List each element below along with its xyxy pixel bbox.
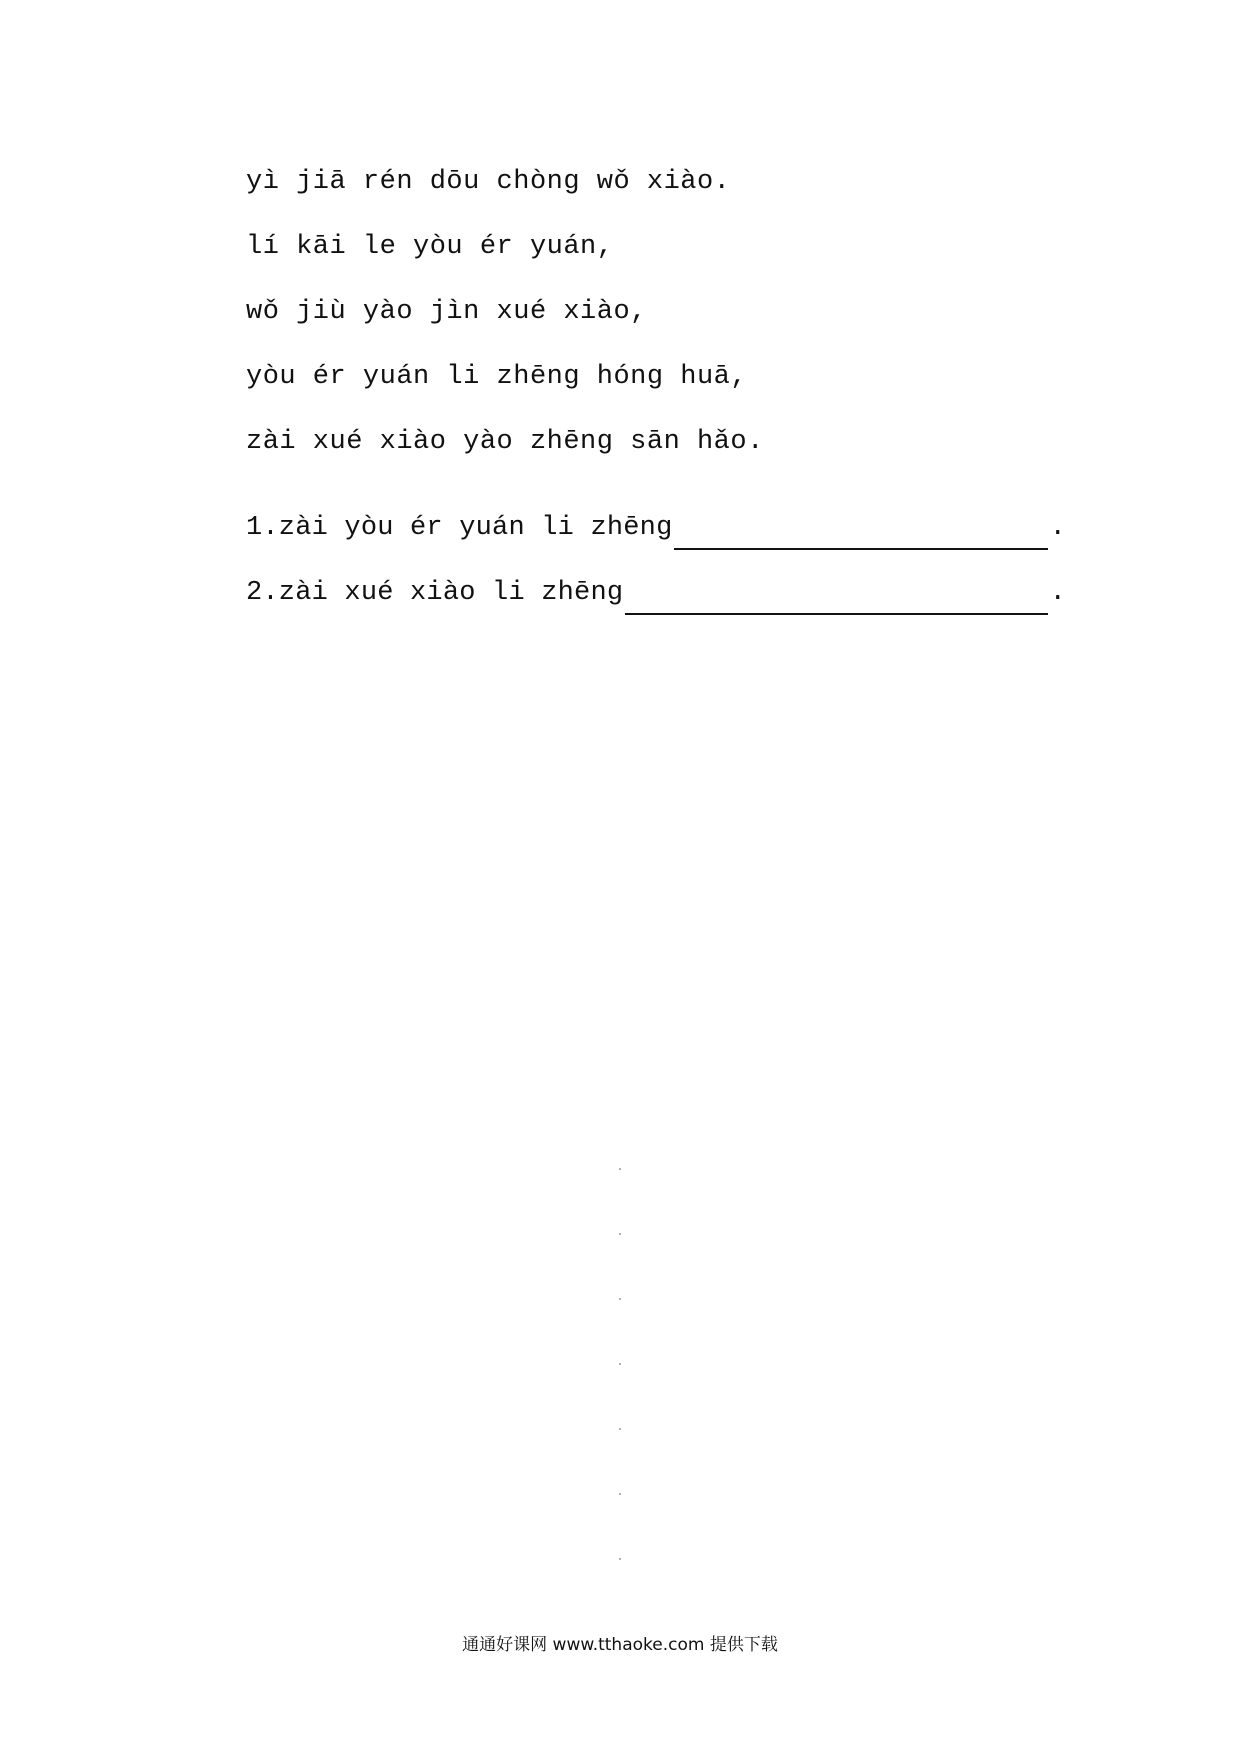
poem-line-5: zài xué xiào yào zhēng sān hǎo. (246, 427, 764, 457)
poem-line-3: wǒ jiù yào jìn xué xiào, (246, 297, 647, 327)
poem-line-2: lí kāi le yòu ér yuán, (246, 232, 614, 262)
poem-content (246, 160, 1066, 615)
dot-marker (619, 1298, 621, 1300)
decorative-dots (619, 1168, 625, 1623)
answer-blank-1[interactable] (674, 516, 1047, 550)
dot-marker (619, 1363, 621, 1365)
question-2 (246, 550, 1066, 615)
question-2-text: 2.zài xué xiào li zhēng (246, 578, 624, 608)
poem-line-4: yòu ér yuán li zhēng hóng huā, (246, 362, 748, 392)
dot-marker (619, 1233, 621, 1235)
poem-line-1: yì jiā rén dōu chòng wǒ xiào. (246, 167, 731, 197)
dot-marker (619, 1428, 621, 1430)
dot-marker (619, 1168, 621, 1170)
footer-credit: 通通好课网 www.tthaoke.com 提供下载 (462, 1635, 778, 1655)
question-1-period: . (1049, 513, 1066, 543)
question-1-text: 1.zài yòu ér yuán li zhēng (246, 513, 673, 543)
dot-marker (619, 1493, 621, 1495)
question-1 (246, 485, 1066, 550)
dot-marker (619, 1558, 621, 1560)
answer-blank-2[interactable] (625, 581, 1047, 615)
question-2-period: . (1049, 578, 1066, 608)
